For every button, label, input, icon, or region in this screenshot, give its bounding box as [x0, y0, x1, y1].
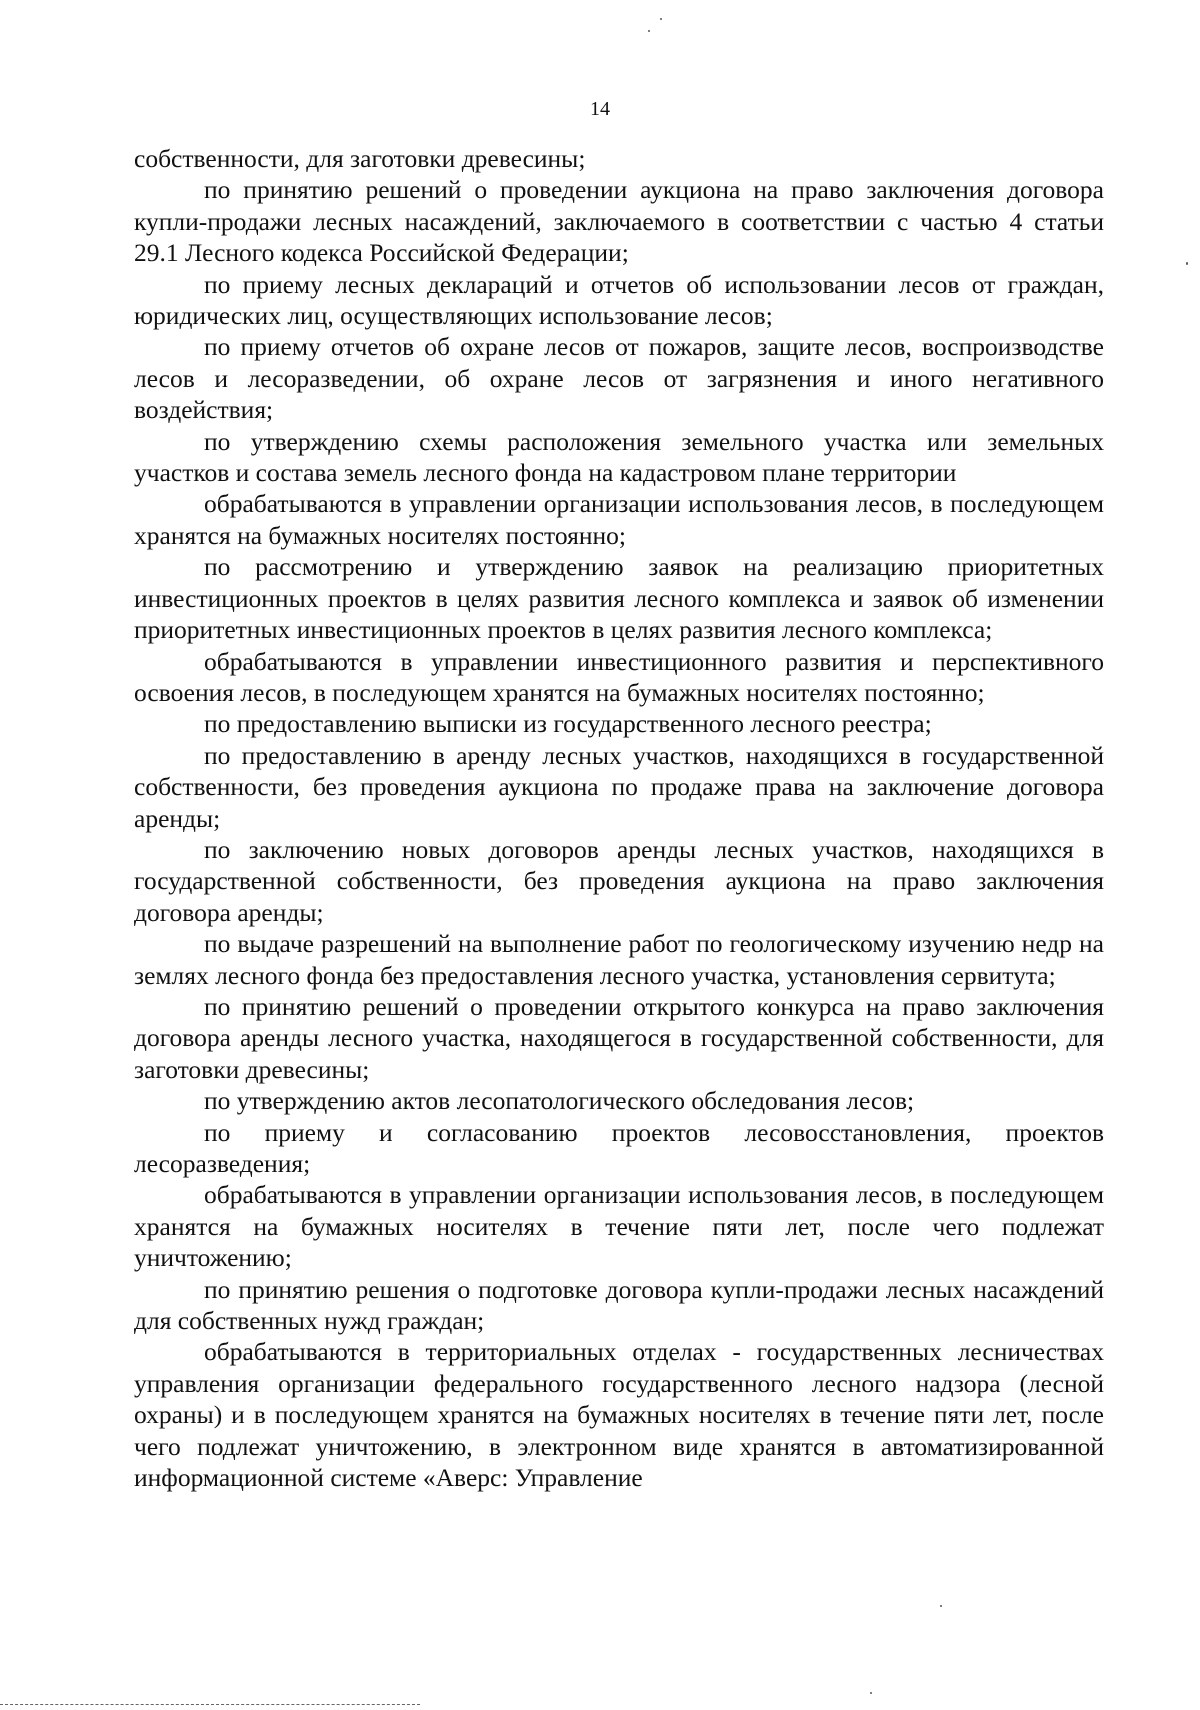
- paragraph: по приему лесных деклараций и отчетов об использовании лесов от граждан, юридических лиц, осуществляющих использование лесов;: [134, 269, 1104, 331]
- paragraph: обрабатываются в управлении организации использования лесов, в последующем хранятся на бумажных носителях постоянно;: [134, 489, 1104, 550]
- paragraph: по принятию решения о подготовке договора купли-продажи лесных насаждений для собственных нужд граждан;: [134, 1274, 1104, 1336]
- paragraph: по принятию решений о проведении аукциона на право заключения договора купли-продажи лесных насаждений, заключаемого в соответствии с частью 4 статьи 29.1 Лесного кодекса Российской Федерации;: [134, 175, 1104, 268]
- paragraph: по рассмотрению и утверждению заявок на реализацию приоритетных инвестиционных проектов в целях развития лесного комплекса и заявок об изменении приоритетных инвестиционных проектов в целях развития лесного комплекса;: [134, 552, 1104, 645]
- scan-speck: [660, 18, 662, 20]
- paragraph: по заключению новых договоров аренды лесных участков, находящихся в государственной собственности, без проведения аукциона на право заключения договора аренды;: [134, 834, 1104, 927]
- paragraph: по принятию решений о проведении открытого конкурса на право заключения договора аренды лесного участка, находящегося в государственной собственности, для заготовки древесины;: [134, 991, 1104, 1084]
- page-number: 14: [590, 98, 610, 120]
- scan-speck: [870, 1692, 872, 1694]
- paragraph: по выдаче разрешений на выполнение работ по геологическому изучению недр на землях лесного фонда без предоставления лесного участка, установления сервитута;: [134, 929, 1104, 990]
- paragraph: по приему и согласованию проектов лесовосстановления, проектов лесоразведения;: [134, 1117, 1104, 1178]
- paragraph: по утверждению актов лесопатологического обследования лесов;: [204, 1086, 915, 1116]
- body-text: [134, 143, 1104, 1493]
- scan-edge-line: [0, 1704, 420, 1706]
- paragraph: обрабатываются в территориальных отделах - государственных лесничествах управления организации федерального государственного лесного надзора (лесной охраны) и в последующем хранятся на бумажных носителях в течение пяти лет, после чего подлежат уничтожению, в электронном виде хранятся в автоматизированной информационной системе «Аверс: Управление: [134, 1337, 1104, 1493]
- paragraph: по утверждению схемы расположения земельного участка или земельных участков и состава земель лесного фонда на кадастровом плане территории: [134, 426, 1104, 488]
- paragraph: обрабатываются в управлении инвестиционного развития и перспективного освоения лесов, в последующем хранятся на бумажных носителях постоянно;: [134, 646, 1104, 707]
- scan-speck: [1186, 262, 1188, 265]
- paragraph: по предоставлению в аренду лесных участков, находящихся в государственной собственности, без проведения аукциона по продаже права на заключение договора аренды;: [134, 740, 1104, 833]
- paragraph: собственности, для заготовки древесины;: [134, 144, 586, 173]
- paragraph: обрабатываются в управлении организации использования лесов, в последующем хранятся на бумажных носителях в течение пяти лет, после чего подлежат уничтожению;: [134, 1180, 1104, 1273]
- paragraph: по приему отчетов об охране лесов от пожаров, защите лесов, воспроизводстве лесов и лесоразведении, об охране лесов от загрязнения и иного негативного воздействия;: [134, 332, 1104, 425]
- scan-speck: [940, 1605, 942, 1607]
- paragraph: по предоставлению выписки из государственного лесного реестра;: [204, 709, 932, 739]
- scan-speck: [648, 30, 650, 32]
